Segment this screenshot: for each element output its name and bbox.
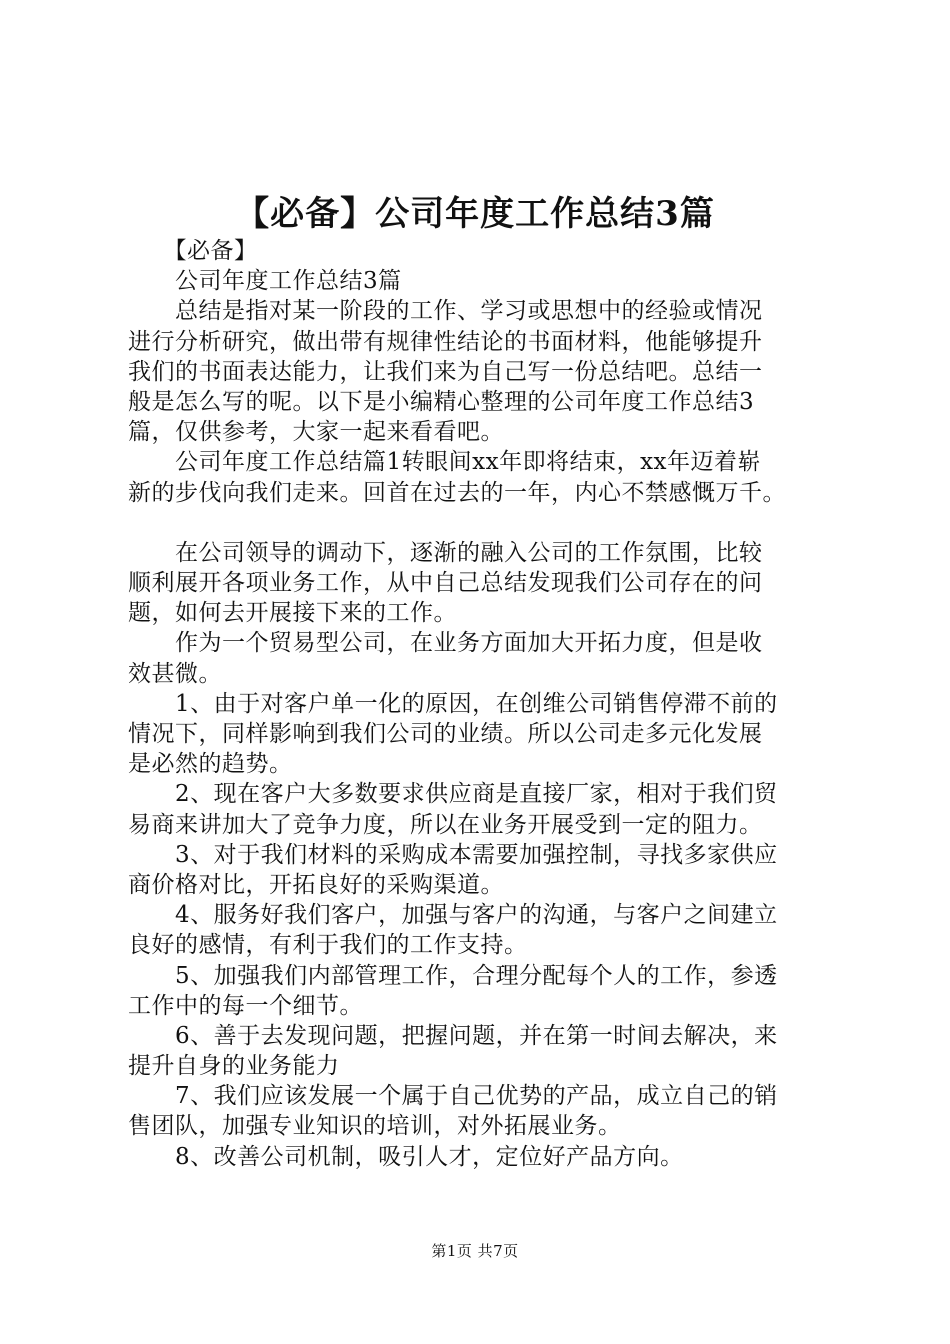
text-line: 作为一个贸易型公司，在业务方面加大开拓力度，但是收 xyxy=(128,630,763,657)
text-line: 【必备】 xyxy=(128,238,258,264)
text-line: 售团队，加强专业知识的培训，对外拓展业务。 xyxy=(128,1113,622,1140)
text-line: 情况下，同样影响到我们公司的业绩。所以公司走多元化发展 xyxy=(128,721,763,747)
text-line: 6、善于去发现问题，把握问题，并在第一时间去解决，来 xyxy=(128,1022,778,1049)
text-line: 我们的书面表达能力，让我们来为自己写一份总结吧。总结一 xyxy=(128,358,763,385)
blank-line xyxy=(128,508,840,538)
text-line: 篇，仅供参考，大家一起来看看吧。 xyxy=(128,419,504,446)
text-line: 5、加强我们内部管理工作，合理分配每个人的工作，参透 xyxy=(128,962,778,989)
text-line: 进行分析研究，做出带有规律性结论的书面材料，他能够提升 xyxy=(128,328,763,355)
text-line: 题，如何去开展接下来的工作。 xyxy=(128,600,457,627)
text-line: 商价格对比，开拓良好的采购渠道。 xyxy=(128,871,504,898)
text-line: 总结是指对某一阶段的工作、学习或思想中的经验或情况 xyxy=(128,298,763,325)
text-line: 3、对于我们材料的采购成本需要加强控制，寻找多家供应 xyxy=(128,841,778,868)
text-line: 是必然的趋势。 xyxy=(128,751,293,778)
text-line: 顺利展开各项业务工作，从中自己总结发现我们公司存在的问 xyxy=(128,570,763,597)
text-line: 7、我们应该发展一个属于自己优势的产品，成立自己的销 xyxy=(128,1083,778,1110)
text-line: 般是怎么写的呢。以下是小编精心整理的公司年度工作总结3 xyxy=(128,388,755,415)
text-line: 8、改善公司机制，吸引人才，定位好产品方向。 xyxy=(128,1143,684,1170)
page-footer: 第1页 共7页 xyxy=(431,1242,519,1260)
text-line: 新的步伐向我们走来。回首在过去的一年，内心不禁感慨万千。 xyxy=(128,479,786,506)
text-line: 良好的感情，有利于我们的工作支持。 xyxy=(128,932,528,959)
document-title: 【必备】公司年度工作总结3篇 xyxy=(235,194,715,234)
text-line: 工作中的每一个细节。 xyxy=(128,992,363,1019)
text-line: 1、由于对客户单一化的原因，在创维公司销售停滞不前的 xyxy=(128,690,778,717)
text-line: 效甚微。 xyxy=(128,660,222,687)
text-line: 2、现在客户大多数要求供应商是直接厂家，相对于我们贸 xyxy=(128,781,778,808)
text-line: 4、服务好我们客户，加强与客户的沟通，与客户之间建立 xyxy=(128,902,778,929)
text-line: 提升自身的业务能力 xyxy=(128,1053,340,1080)
text-line: 公司年度工作总结3篇 xyxy=(128,268,402,295)
text-line: 公司年度工作总结篇1转眼间xx年即将结束，xx年迈着崭 xyxy=(128,449,762,476)
text-line: 在公司领导的调动下，逐渐的融入公司的工作氛围，比较 xyxy=(128,539,763,566)
text-line: 易商来讲加大了竞争力度，所以在业务开展受到一定的阻力。 xyxy=(128,811,763,838)
document-body xyxy=(128,236,840,1172)
